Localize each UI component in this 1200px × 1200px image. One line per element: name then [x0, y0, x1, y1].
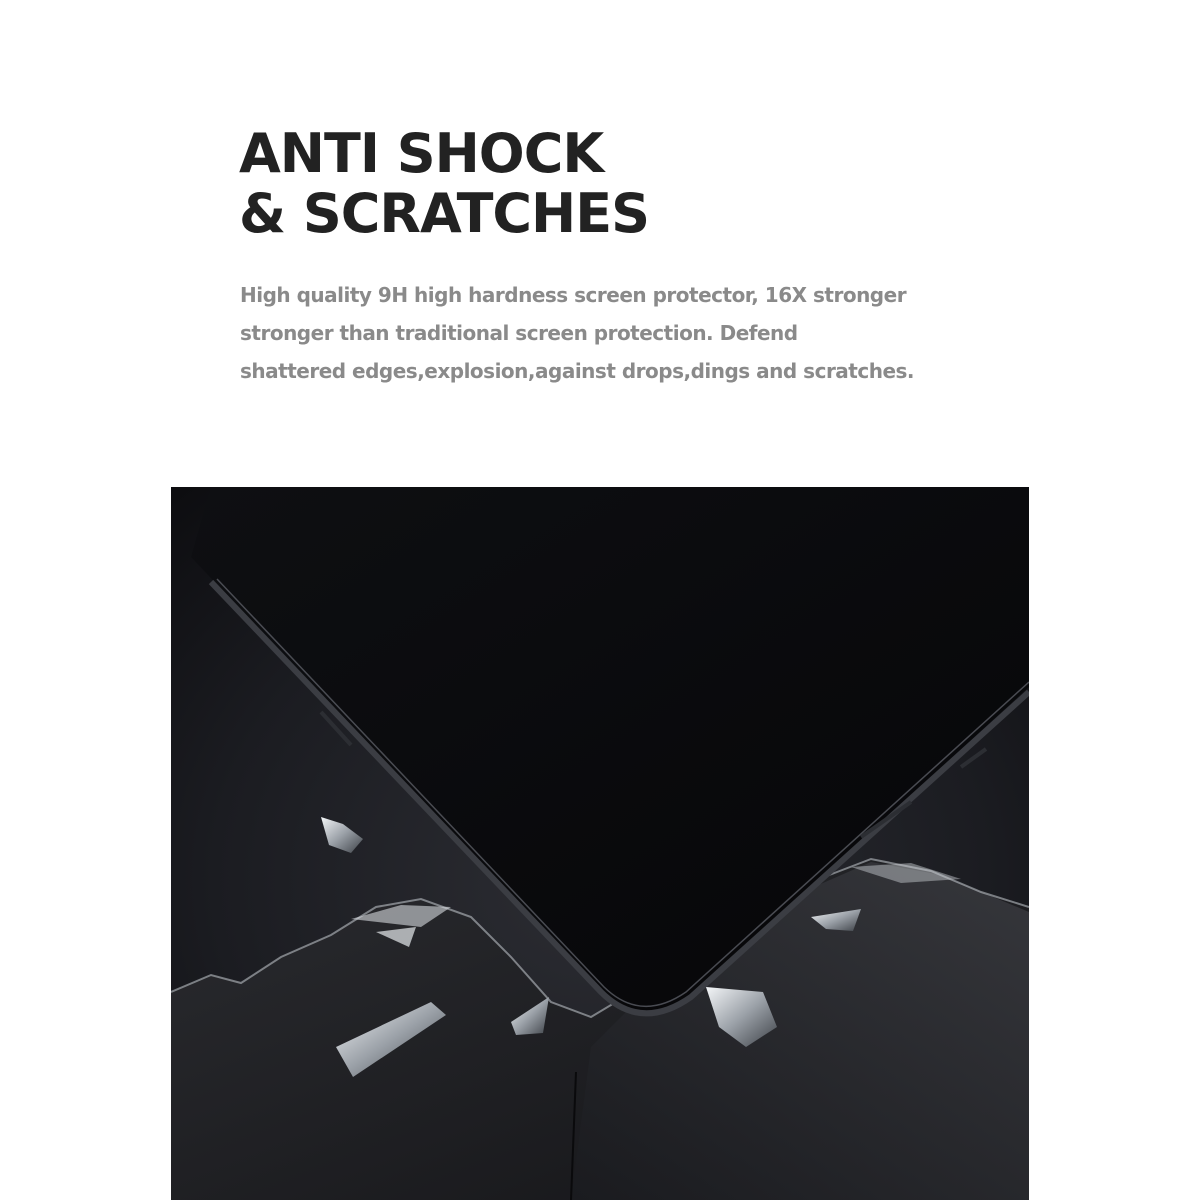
headline — [239, 124, 649, 244]
description-line-3: shattered edges,explosion,against drops,dings and scratches. — [240, 359, 915, 383]
phone-on-shattered-glass-photo — [171, 487, 1029, 1200]
headline-line-1: ANTI SHOCK — [239, 122, 604, 185]
feature-description — [240, 276, 914, 390]
headline-line-2: & SCRATCHES — [239, 182, 650, 245]
description-line-2: stronger than traditional screen protection. Defend — [240, 321, 798, 345]
description-line-1: High quality 9H high hardness screen protector, 16X stronger — [240, 283, 907, 307]
